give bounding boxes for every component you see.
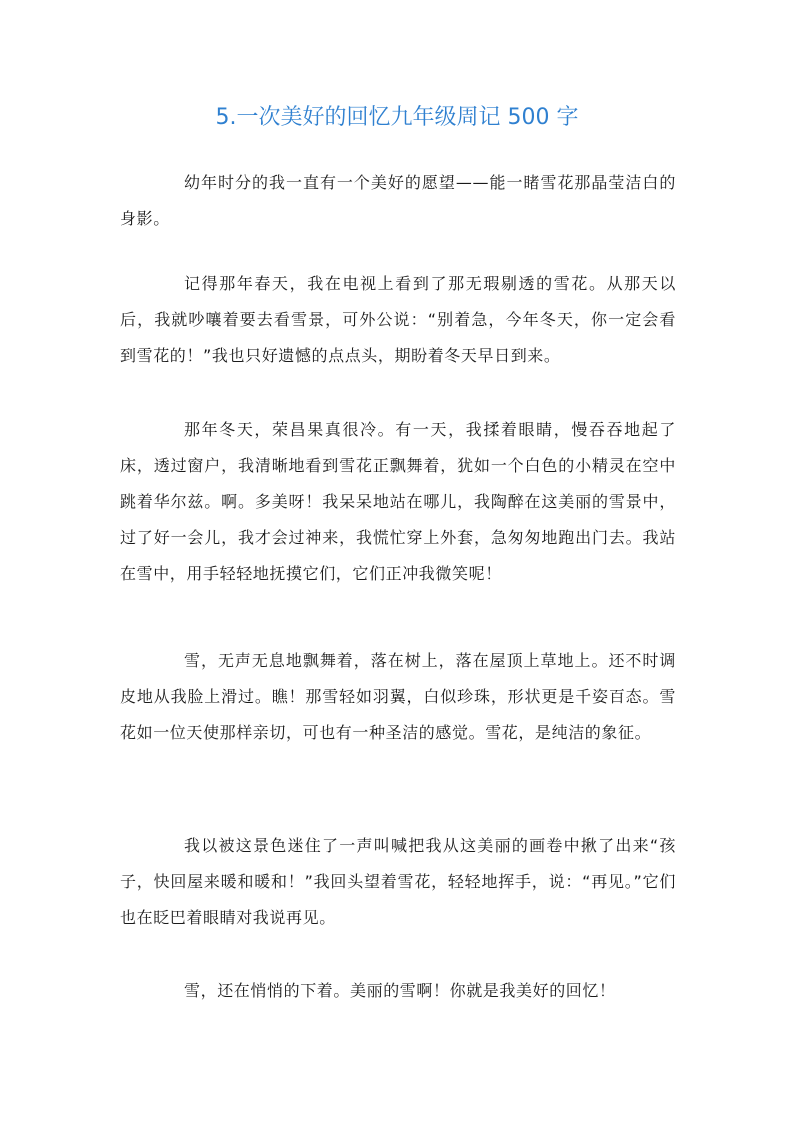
paragraph-1: 幼年时分的我一直有一个美好的愿望——能一睹雪花那晶莹洁白的身影。 <box>120 173 676 228</box>
paragraph-3: 那年冬天，荣昌果真很冷。有一天，我揉着眼睛，慢吞吞地起了床，透过窗户，我清晰地看到雪花正飘舞着，犹如一个白色的小精灵在空中跳着华尔兹。啊。多美呀！我呆呆地站在哪儿，我陶醉在这美丽的雪景中，过了好一会儿，我才会过神来，我慌忙穿上外套，急匆匆地跑出门去。我站在雪中，用手轻轻地抚摸它们，它们正冲我微笑呢！ <box>120 420 676 583</box>
paragraph-2: 记得那年春天，我在电视上看到了那无瑕剔透的雪花。从那天以后，我就吵嚷着要去看雪景，可外公说：“别着急，今年冬天，你一定会看到雪花的！”我也只好遗憾的点点头，期盼着冬天早日到来。 <box>120 274 676 365</box>
paragraph-6: 雪，还在悄悄的下着。美丽的雪啊！你就是我美好的回忆！ <box>184 981 616 1000</box>
paragraph-5: 我以被这景色迷住了一声叫喊把我从这美丽的画卷中揪了出来“孩子，快回屋来暖和暖和！”我回头望着雪花，轻轻地挥手，说：“再见。”它们也在眨巴着眼睛对我说再见。 <box>120 836 676 927</box>
page-title: 5.一次美好的回忆九年级周记 500 字 <box>215 105 579 130</box>
paragraph-4: 雪，无声无息地飘舞着，落在树上，落在屋顶上草地上。还不时调皮地从我脸上滑过。瞧！那雪轻如羽翼，白似珍珠，形状更是千姿百态。雪花如一位天使那样亲切，可也有一种圣洁的感觉。雪花，是纯洁的象征。 <box>120 651 676 742</box>
